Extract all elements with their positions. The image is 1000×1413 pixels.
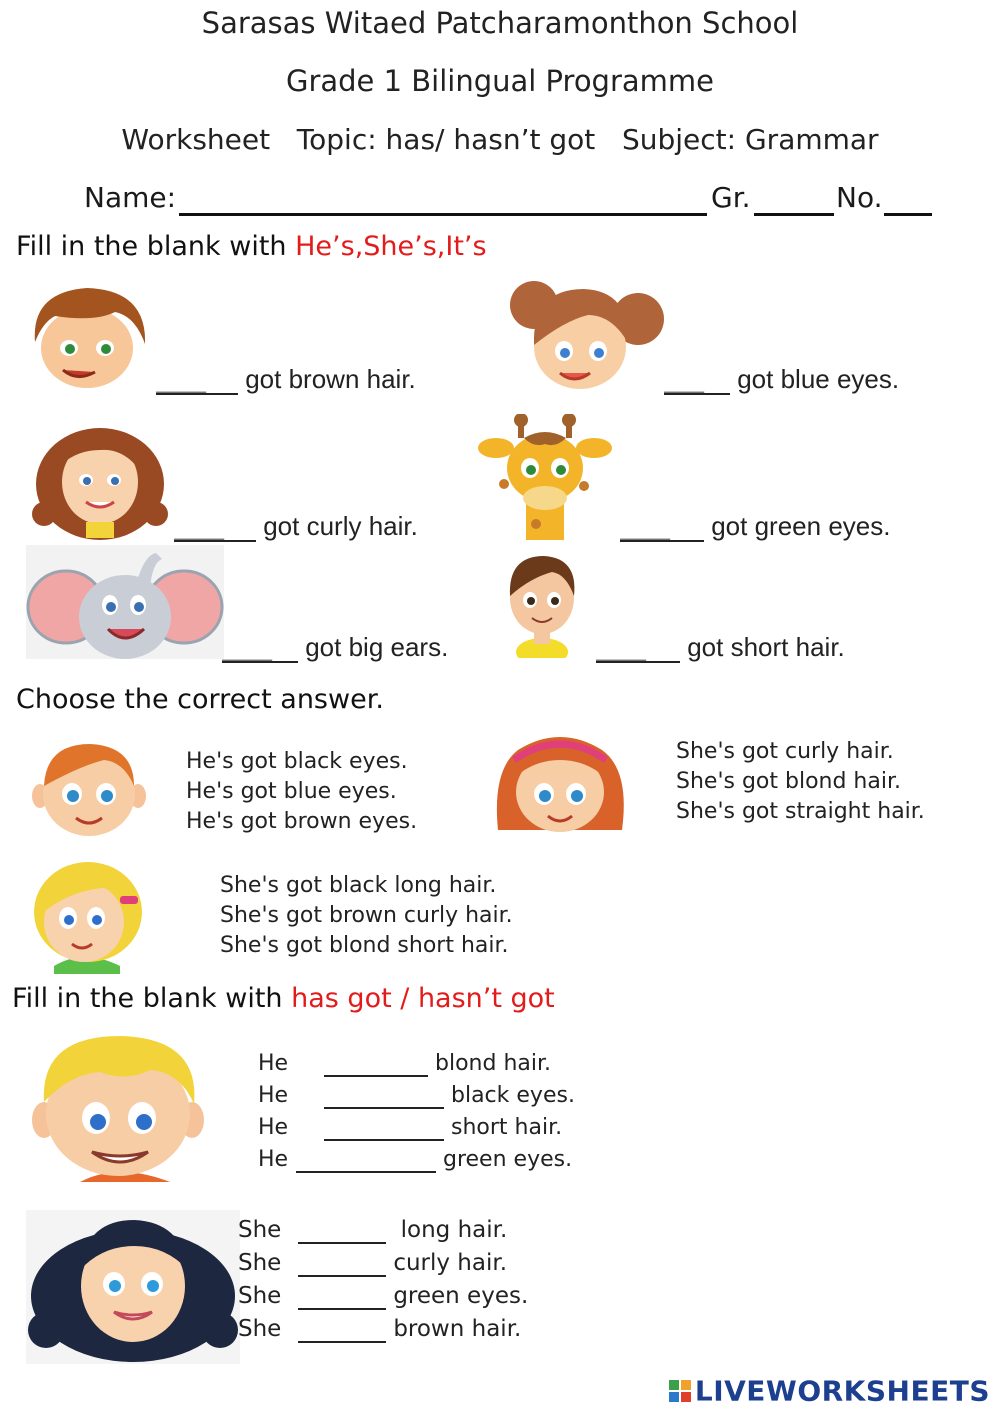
s1-item4-sentence: [620, 511, 890, 542]
s3-she-row2-text: curly hair.: [393, 1250, 508, 1276]
s1-item6-sentence: [596, 632, 845, 663]
girl-red-hair-icon: [488, 730, 632, 836]
s2-group3-option3[interactable]: She's got blond short hair.: [220, 933, 509, 958]
s3-she-row1-blank[interactable]: [298, 1218, 386, 1244]
s3-she-row4-blank[interactable]: [298, 1317, 386, 1343]
s3-she-rows: [238, 1214, 528, 1346]
grade-field[interactable]: [754, 185, 834, 216]
section3-instruction-text: Fill in the blank with: [12, 983, 292, 1014]
s2-group2-option2[interactable]: She's got blond hair.: [676, 769, 901, 794]
s2-group1-option3[interactable]: He's got brown eyes.: [186, 809, 418, 834]
school-name: Sarasas Witaed Patcharamonthon School: [201, 6, 799, 40]
s3-he-row1-subject: He: [258, 1051, 289, 1076]
s3-he-row3-text: short hair.: [451, 1115, 563, 1140]
number-label: No.: [836, 181, 883, 214]
boy-orange-hair-icon: [30, 740, 148, 838]
logo-mark-icon: [669, 1380, 691, 1402]
s2-group2-option1[interactable]: She's got curly hair.: [676, 739, 894, 764]
name-label: Name:: [84, 181, 177, 214]
s1-item5-blank[interactable]: [222, 637, 298, 663]
programme-title: Grade 1 Bilingual Programme: [285, 64, 715, 98]
s3-he-row3-subject: He: [258, 1115, 289, 1140]
s1-item4-blank[interactable]: [620, 516, 704, 542]
s3-she-row3-text: green eyes.: [393, 1283, 529, 1309]
s3-he-row2-blank[interactable]: [324, 1083, 444, 1109]
s1-item5-sentence: [222, 632, 448, 663]
s1-item5-text: got big ears.: [298, 632, 449, 662]
s3-he-rows: [258, 1048, 575, 1176]
section3-instruction-highlight: has got / hasn’t got: [291, 983, 555, 1014]
s2-group1-option2[interactable]: He's got blue eyes.: [186, 779, 397, 804]
s3-she-row2-blank[interactable]: [298, 1251, 386, 1277]
section2-instruction: Choose the correct answer.: [16, 684, 384, 715]
liveworksheets-logo[interactable]: [669, 1373, 990, 1408]
s2-group1-options: [186, 747, 417, 837]
s3-he-row1-blank[interactable]: [324, 1051, 428, 1077]
s3-she-row2: [238, 1247, 528, 1280]
s3-he-row1-text: blond hair.: [435, 1051, 551, 1076]
girl-black-hair-icon: [26, 1210, 240, 1364]
s3-she-row4: [238, 1313, 528, 1346]
name-field[interactable]: [179, 185, 707, 216]
student-info-row: [84, 181, 944, 221]
s3-he-row1: [258, 1048, 575, 1080]
logo-text: LIVEWORKSHEETS: [694, 1374, 990, 1407]
s1-item6-blank[interactable]: [596, 637, 680, 663]
s3-she-row3-blank[interactable]: [298, 1284, 386, 1310]
girl-curly-hair-icon: [30, 414, 170, 542]
worksheet-topic-line: Worksheet Topic: has/ hasn’t got Subject: Grammar: [121, 123, 879, 156]
boy-short-hair-icon: [500, 548, 584, 658]
s3-she-row3-subject: She: [238, 1283, 282, 1309]
s1-item2-blank[interactable]: [664, 369, 730, 395]
s2-group3-options: [220, 871, 513, 961]
boy-blond-hair-icon: [30, 1032, 206, 1182]
s3-he-row4-subject: He: [258, 1147, 289, 1172]
section1-instruction: [16, 231, 487, 262]
s1-item1-blank[interactable]: [156, 369, 238, 395]
s3-he-row2: [258, 1080, 575, 1112]
number-field[interactable]: [884, 185, 932, 216]
s3-he-row4: [258, 1144, 575, 1176]
section3-instruction: [12, 983, 555, 1014]
s1-item2-sentence: [664, 364, 899, 395]
s1-item3-text: got curly hair.: [256, 511, 418, 541]
boy-brown-hair-icon: [25, 282, 153, 392]
s3-he-row3-blank[interactable]: [324, 1115, 444, 1141]
s1-item3-blank[interactable]: [174, 516, 256, 542]
s3-she-row1: [238, 1214, 528, 1247]
s3-he-row4-blank[interactable]: [296, 1147, 436, 1173]
s1-item6-text: got short hair.: [680, 632, 845, 662]
section1-instruction-highlight: He’s,She’s,It’s: [295, 231, 487, 262]
girl-blond-hair-icon: [24, 856, 148, 974]
section1-instruction-text: Fill in the blank with: [16, 231, 296, 262]
s3-he-row2-text: black eyes.: [451, 1083, 575, 1108]
s3-she-row1-subject: She: [238, 1217, 282, 1243]
s3-he-row2-subject: He: [258, 1083, 289, 1108]
s3-she-row3: [238, 1280, 528, 1313]
s1-item2-text: got blue eyes.: [730, 364, 900, 394]
elephant-icon: [26, 545, 224, 659]
s2-group3-option1[interactable]: She's got black long hair.: [220, 873, 497, 898]
s1-item4-text: got green eyes.: [704, 511, 891, 541]
girl-pigtails-icon: [508, 275, 664, 395]
s2-group1-option1[interactable]: He's got black eyes.: [186, 749, 408, 774]
s3-she-row2-subject: She: [238, 1250, 282, 1276]
s1-item3-sentence: [174, 511, 418, 542]
s2-group2-options: [676, 737, 925, 827]
s3-she-row4-subject: She: [238, 1316, 282, 1342]
s3-he-row4-text: green eyes.: [443, 1147, 573, 1172]
s1-item1-text: got brown hair.: [238, 364, 416, 394]
giraffe-icon: [474, 414, 616, 540]
s2-group2-option3[interactable]: She's got straight hair.: [676, 799, 925, 824]
s3-she-row1-text: long hair.: [400, 1217, 508, 1243]
s3-she-row4-text: brown hair.: [393, 1316, 522, 1342]
s1-item1-sentence: [156, 364, 416, 395]
s2-group3-option2[interactable]: She's got brown curly hair.: [220, 903, 513, 928]
s3-he-row3: [258, 1112, 575, 1144]
grade-label: Gr.: [711, 181, 751, 214]
